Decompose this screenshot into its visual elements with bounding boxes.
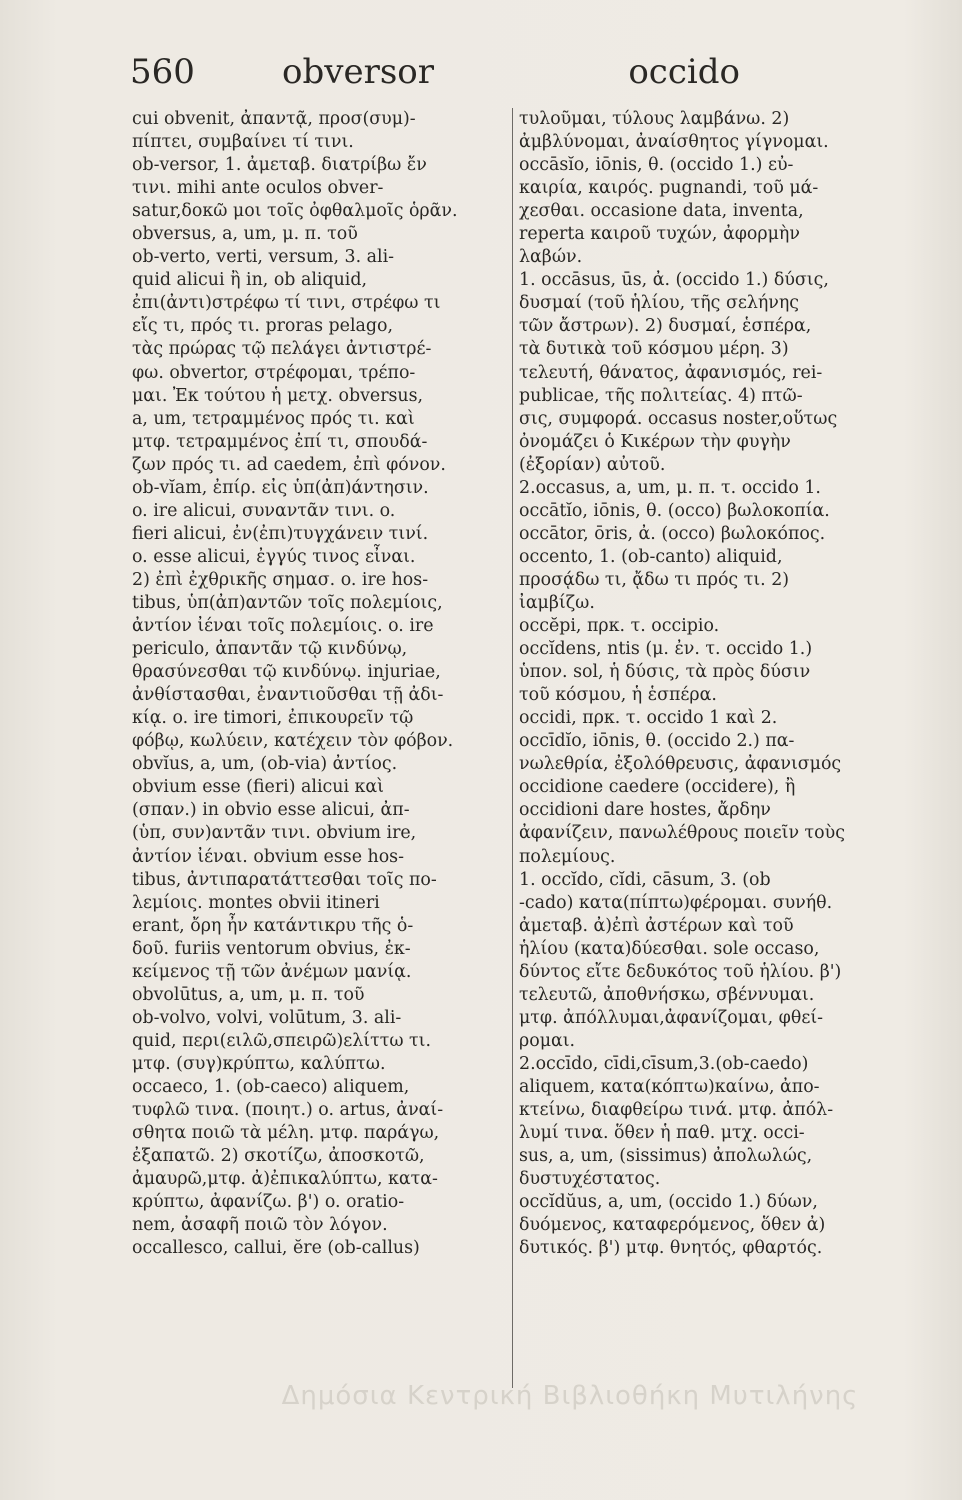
entry-line: o. esse alicui, ἐγγύς τινος εἶναι. xyxy=(132,546,416,567)
entry-line: occallesco, callui, ĕre (ob-callus) xyxy=(132,1238,420,1259)
entry-line: tibus, ἀντιπαρατάττεσθαι τοῖς πο- xyxy=(132,869,437,890)
entry-line: ἀμεταβ. ἀ)ἐπὶ ἀστέρων καὶ τοῦ xyxy=(519,915,794,936)
entry-line: occidione caedere (occidere), ἢ xyxy=(519,777,796,798)
entry-line: 2.occasus, a, um, μ. π. τ. occido 1. xyxy=(519,477,821,498)
entry-line: -cado) κατα(πίπτω)φέρομαι. συνήθ. xyxy=(519,892,833,913)
right-column xyxy=(519,108,911,1260)
entry-line: occĕpi, πρκ. τ. occipio. xyxy=(519,616,720,637)
entry-line: occātor, ōris, ἀ. (occo) βωλοκόπος. xyxy=(519,523,826,544)
entry-line: λεμίοις. montes obvii itineri xyxy=(132,892,380,913)
entry-line: ἐπι(ἀντι)στρέφω τί τινι, στρέφω τι xyxy=(132,293,441,314)
entry-line: μτφ. τετραμμένος ἐπί τι, σπουδά- xyxy=(132,431,428,452)
entry-line: occidi, πρκ. τ. occido 1 καὶ 2. xyxy=(519,708,778,729)
entry-line: προσᾴδω τι, ᾄδω τι πρός τι. 2) xyxy=(519,569,790,590)
entry-line: εἴς τι, πρός τι. proras pelago, xyxy=(132,316,394,337)
entry-line: τυφλῶ τινα. (ποιητ.) o. artus, ἀναί- xyxy=(132,1100,444,1121)
entry-line: δυτικός. β') μτφ. θνητός, φθαρτός. xyxy=(519,1238,823,1259)
entry-line: occaeco, 1. (ob-caeco) aliquem, xyxy=(132,1076,410,1097)
guide-word-left: obversor xyxy=(282,52,434,92)
entry-line: periculo, ἀπαντᾶν τῷ κινδύνῳ, xyxy=(132,639,408,660)
entry-line: ἀφανίζειν, πανωλέθρους ποιεῖν τοὺς xyxy=(519,823,845,844)
entry-line: satur,δοκῶ μοι τοῖς ὀφθαλμοῖς ὁρᾶν. xyxy=(132,201,458,222)
entry-line: occĭdens, ntis (μ. ἐν. τ. occido 1.) xyxy=(519,639,813,660)
entry-line: obversus, a, um, μ. π. τοῦ xyxy=(132,224,358,245)
entry-line: τυλοῦμαι, τύλους λαμβάνω. 2) xyxy=(519,109,790,129)
entry-line: sus, a, um, (sissimus) ἀπολωλώς, xyxy=(519,1146,813,1167)
entry-line: τοῦ κόσμου, ἡ ἑσπέρα. xyxy=(519,685,717,706)
entry-line: μαι. Ἐκ τούτου ἡ μετχ. obversus, xyxy=(132,385,424,406)
entry-line: ἀμαυρῶ,μτφ. ἀ)ἐπικαλύπτω, κατα- xyxy=(132,1169,438,1190)
entry-line: obvium esse (fieri) alicui καὶ xyxy=(132,777,384,798)
entry-line: τελευτῶ, ἀποθνήσκω, σβέννυμαι. xyxy=(519,984,815,1005)
entry-line: 2.occīdo, cīdi,cīsum,3.(ob-caedo) xyxy=(519,1053,809,1074)
entry-line: ρομαι. xyxy=(519,1030,576,1051)
entry-line: ob-vĭam, ἐπίρ. εἰς ὑπ(ἀπ)άντησιν. xyxy=(132,477,429,498)
entry-line: δυσμαί (τοῦ ἡλίου, τῆς σελήνης xyxy=(519,293,799,314)
entry-line: θρασύνεσθαι τῷ κινδύνῳ. injuriae, xyxy=(132,662,441,683)
library-watermark: Δημόσια Κεντρική Βιβλιοθήκη Μυτιλήνης xyxy=(281,1381,859,1411)
entry-line: fieri alicui, ἐν(ἐπι)τυγχάνειν τινί. xyxy=(132,523,429,544)
entry-line: nem, ἀσαφῆ ποιῶ τὸν λόγον. xyxy=(132,1215,388,1236)
entry-line: ὑπον. sol, ἡ δύσις, τὰ πρὸς δύσιν xyxy=(519,662,811,683)
entry-line: o. ire alicui, συναντᾶν τινι. o. xyxy=(132,500,396,521)
entry-line: κτείνω, διαφθείρω τινά. μτφ. ἀπόλ- xyxy=(519,1100,834,1121)
entry-line: καιρία, καιρός. pugnandi, τοῦ μά- xyxy=(519,178,819,199)
column-divider xyxy=(512,108,513,1388)
entry-line: μτφ. ἀπόλλυμαι,ἀφανίζομαι, φθεί- xyxy=(519,1007,824,1028)
entry-line: ob-versor, 1. ἀμεταβ. διατρίβω ἔν xyxy=(132,155,427,176)
entry-line: occĭdŭus, a, um, (occido 1.) δύων, xyxy=(519,1192,818,1213)
entry-line: πολεμίους. xyxy=(519,846,616,867)
entry-line: quid alicui ἢ in, ob aliquid, xyxy=(132,270,368,291)
entry-line: erant, ὄρη ἦν κατάντικρυ τῆς ὁ- xyxy=(132,915,414,936)
entry-line: τινι. mihi ante oculos obver- xyxy=(132,178,384,199)
entry-line: τὰς πρώρας τῷ πελάγει ἀντιστρέ- xyxy=(132,339,432,360)
entry-line: ἀντίον ἰέναι. obvium esse hos- xyxy=(132,846,404,867)
entry-line: occāsĭo, iōnis, θ. (occido 1.) εὐ- xyxy=(519,155,794,176)
entry-line: κίᾳ. o. ire timori, ἐπικουρεῖν τῷ xyxy=(132,708,414,729)
entry-line: cui obvenit, ἀπαντᾷ, προσ(συμ)- xyxy=(132,109,416,129)
entry-line: ἀμβλύνομαι, ἀναίσθητος γίγνομαι. xyxy=(519,132,829,153)
entry-line: κρύπτω, ἀφανίζω. β') o. oratio- xyxy=(132,1192,405,1213)
running-header xyxy=(130,50,740,94)
entry-line: 1. occĭdo, cĭdi, cāsum, 3. (ob xyxy=(519,869,771,890)
entry-line: ὀνομάζει ὁ Κικέρων τὴν φυγὴν xyxy=(519,431,791,452)
entry-line: ἀντίον ἰέναι τοῖς πολεμίοις. o. ire xyxy=(132,616,434,637)
entry-line: occidioni dare hostes, ἄρδην xyxy=(519,800,771,821)
entry-line: χεσθαι. occasione data, inventa, xyxy=(519,201,804,222)
entry-line: ἐξαπατῶ. 2) σκοτίζω, ἀποσκοτῶ, xyxy=(132,1146,425,1167)
entry-line: μτφ. (συγ)κρύπτω, καλύπτω. xyxy=(132,1053,386,1074)
entry-line: (σπαν.) in obvio esse alicui, ἀπ- xyxy=(132,800,410,821)
entry-line: occātĭo, iōnis, θ. (occo) βωλοκοπία. xyxy=(519,500,830,521)
entry-line: ob-volvo, volvi, volūtum, 3. ali- xyxy=(132,1007,402,1028)
entry-line: 2) ἐπὶ ἐχθρικῆς σημασ. o. ire hos- xyxy=(132,569,429,590)
entry-line: a, um, τετραμμένος πρός τι. καὶ xyxy=(132,408,415,429)
entry-line: ἰαμβίζω. xyxy=(519,592,595,613)
entry-line: publicae, τῆς πολιτείας. 4) πτῶ- xyxy=(519,385,803,406)
entry-line: λυμί τινα. ὅθεν ἡ παθ. μτχ. occi- xyxy=(519,1123,805,1144)
page-number: 560 xyxy=(130,52,195,92)
entry-line: τὰ δυτικὰ τοῦ κόσμου μέρη. 3) xyxy=(519,339,789,360)
entry-line: λαβών. xyxy=(519,247,583,268)
entry-line: πίπτει, συμβαίνει τί τινι. xyxy=(132,132,354,153)
entry-line: δυόμενος, καταφερόμενος, ὅθεν ἀ) xyxy=(519,1215,826,1236)
entry-line: σθητα ποιῶ τὰ μέλη. μτφ. παράγω, xyxy=(132,1123,440,1144)
entry-line: δυστυχέστατος. xyxy=(519,1169,661,1190)
entry-line: ἡλίου (κατα)δύεσθαι. sole occaso, xyxy=(519,938,820,959)
entry-line: tibus, ὑπ(ἀπ)αντῶν τοῖς πολεμίοις, xyxy=(132,592,443,613)
entry-line: τῶν ἄστρων). 2) δυσμαί, ἑσπέρα, xyxy=(519,316,812,337)
entry-line: ob-verto, verti, versum, 3. ali- xyxy=(132,247,395,268)
entry-line: δοῦ. furiis ventorum obvius, ἐκ- xyxy=(132,938,411,959)
entry-line: quid, περι(ειλῶ,σπειρῶ)ελίττω τι. xyxy=(132,1030,431,1051)
entry-line: ἀνθίστασθαι, ἐναντιοῦσθαι τῇ ἀδι- xyxy=(132,685,444,706)
entry-line: aliquem, κατα(κόπτω)καίνω, ἀπο- xyxy=(519,1076,820,1097)
entry-line: φόβῳ, κωλύειν, κατέχειν τὸν φόβον. xyxy=(132,731,454,752)
entry-line: 1. occāsus, ūs, ἀ. (occido 1.) δύσις, xyxy=(519,270,829,291)
entry-line: σις, συμφορά. occasus noster,οὕτως xyxy=(519,408,838,429)
entry-line: δύντος εἴτε δεδυκότος τοῦ ἡλίου. β') xyxy=(519,961,842,982)
entry-line: occīdĭo, iōnis, θ. (occido 2.) πα- xyxy=(519,731,795,752)
guide-word-right: occido xyxy=(628,52,740,92)
entry-line: νωλεθρία, ἐξολόθρευσις, ἀφανισμός xyxy=(519,754,842,775)
entry-line: φω. obvertor, στρέφομαι, τρέπο- xyxy=(132,362,416,383)
entry-line: ζων πρός τι. ad caedem, ἐπὶ φόνον. xyxy=(132,454,446,475)
entry-line: (ὑπ, συν)αντᾶν τινι. obvium ire, xyxy=(132,823,417,844)
entry-line: κείμενος τῇ τῶν ἀνέμων μανίᾳ. xyxy=(132,961,412,982)
entry-line: occento, 1. (ob-canto) aliquid, xyxy=(519,546,783,567)
entry-line: (ἐξορίαν) αὐτοῦ. xyxy=(519,454,666,475)
entry-line: obvĭus, a, um, (ob-via) ἀντίος. xyxy=(132,754,398,775)
entry-line: τελευτή, θάνατος, ἀφανισμός, rei- xyxy=(519,362,823,383)
left-column xyxy=(132,108,508,1260)
entry-line: reperta καιροῦ τυχών, ἀφορμὴν xyxy=(519,224,800,245)
entry-line: obvolūtus, a, um, μ. π. τοῦ xyxy=(132,984,365,1005)
